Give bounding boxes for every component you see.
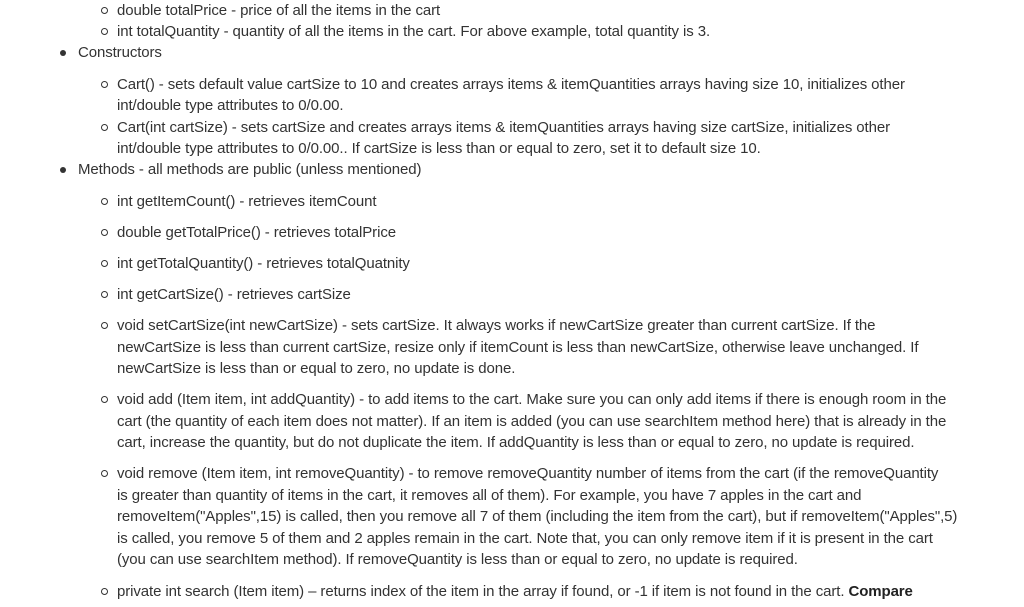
- list-item-continued: is greater than quantity of items in the cart, it removes all of them). For example, you have 7 apples in the cart and: [117, 487, 862, 504]
- bullet-circle: [101, 588, 108, 595]
- list-item: Cart() - sets default value cartSize to 10 and creates arrays items & itemQuantities arrays having size 10, initializes other: [117, 76, 905, 93]
- bullet-disc: [60, 167, 66, 173]
- bullet-circle: [101, 291, 108, 298]
- list-item-continued: newCartSize is less than current cartSize, resize only if itemCount is less than newCartSize, otherwise leave unchanged. If: [117, 339, 919, 356]
- bullet-circle: [101, 28, 108, 35]
- bullet-circle: [101, 198, 108, 205]
- list-item-continued: int/double type attributes to 0/0.00.: [117, 97, 344, 114]
- list-item: [117, 581, 913, 603]
- list-item-continued: is called, you remove 5 of them and 2 apples remain in the cart. Note that, you can only remove item if it is present in the cart: [117, 530, 933, 547]
- list-item-continued: cart (the quantity of each item does not matter). If an item is added (you can use searchItem method here) that is already in the: [117, 413, 947, 430]
- list-item-continued: removeItem("Apples",15) is called, then you remove all 7 of them (including the item from the cart), but if removeItem("Apples",5): [117, 508, 958, 525]
- list-item: void add (Item item, int addQuantity) - to add items to the cart. Make sure you can only add items if there is enough room in the: [117, 391, 947, 408]
- list-item: int getItemCount() - retrieves itemCount: [117, 193, 377, 210]
- list-item-continued: newCartSize is less than or equal to zero, no update is done.: [117, 360, 516, 377]
- bullet-circle: [101, 260, 108, 267]
- list-item: int getTotalQuantity() - retrieves totalQuatnity: [117, 255, 410, 272]
- list-item-text: private int search (Item item) – returns index of the item in the array if found, or -1 if item is not found in the cart.: [117, 583, 849, 600]
- list-item: void setCartSize(int newCartSize) - sets cartSize. It always works if newCartSize greater than current cartSize. If the: [117, 317, 876, 334]
- bullet-circle: [101, 7, 108, 14]
- bullet-disc: [60, 50, 66, 56]
- list-item-continued: cart, increase the quantity, but do not duplicate the item. If addQuantity is less than or equal to zero, no update is required.: [117, 434, 915, 451]
- section-heading-methods: Methods - all methods are public (unless mentioned): [78, 161, 422, 178]
- bullet-circle: [101, 322, 108, 329]
- bold-text: Compare: [848, 583, 913, 600]
- bullet-circle: [101, 229, 108, 236]
- list-item-continued: (you can use searchItem method). If removeQuantity is less than or equal to zero, no update is required.: [117, 551, 798, 568]
- list-item: Cart(int cartSize) - sets cartSize and creates arrays items & itemQuantities arrays having size cartSize, initializes other: [117, 119, 890, 136]
- bullet-circle: [101, 470, 108, 477]
- list-item: void remove (Item item, int removeQuantity) - to remove removeQuantity number of items from the cart (if the removeQuantity: [117, 465, 939, 482]
- bullet-circle: [101, 81, 108, 88]
- list-item: double getTotalPrice() - retrieves totalPrice: [117, 224, 396, 241]
- bullet-circle: [101, 124, 108, 131]
- list-item-continued: int/double type attributes to 0/0.00.. If cartSize is less than or equal to zero, set it to default size 10.: [117, 140, 761, 157]
- list-item: int totalQuantity - quantity of all the items in the cart. For above example, total quantity is 3.: [117, 23, 711, 40]
- section-heading-constructors: Constructors: [78, 44, 162, 61]
- list-item: int getCartSize() - retrieves cartSize: [117, 286, 351, 303]
- list-item: double totalPrice - price of all the items in the cart: [117, 2, 441, 19]
- bullet-circle: [101, 396, 108, 403]
